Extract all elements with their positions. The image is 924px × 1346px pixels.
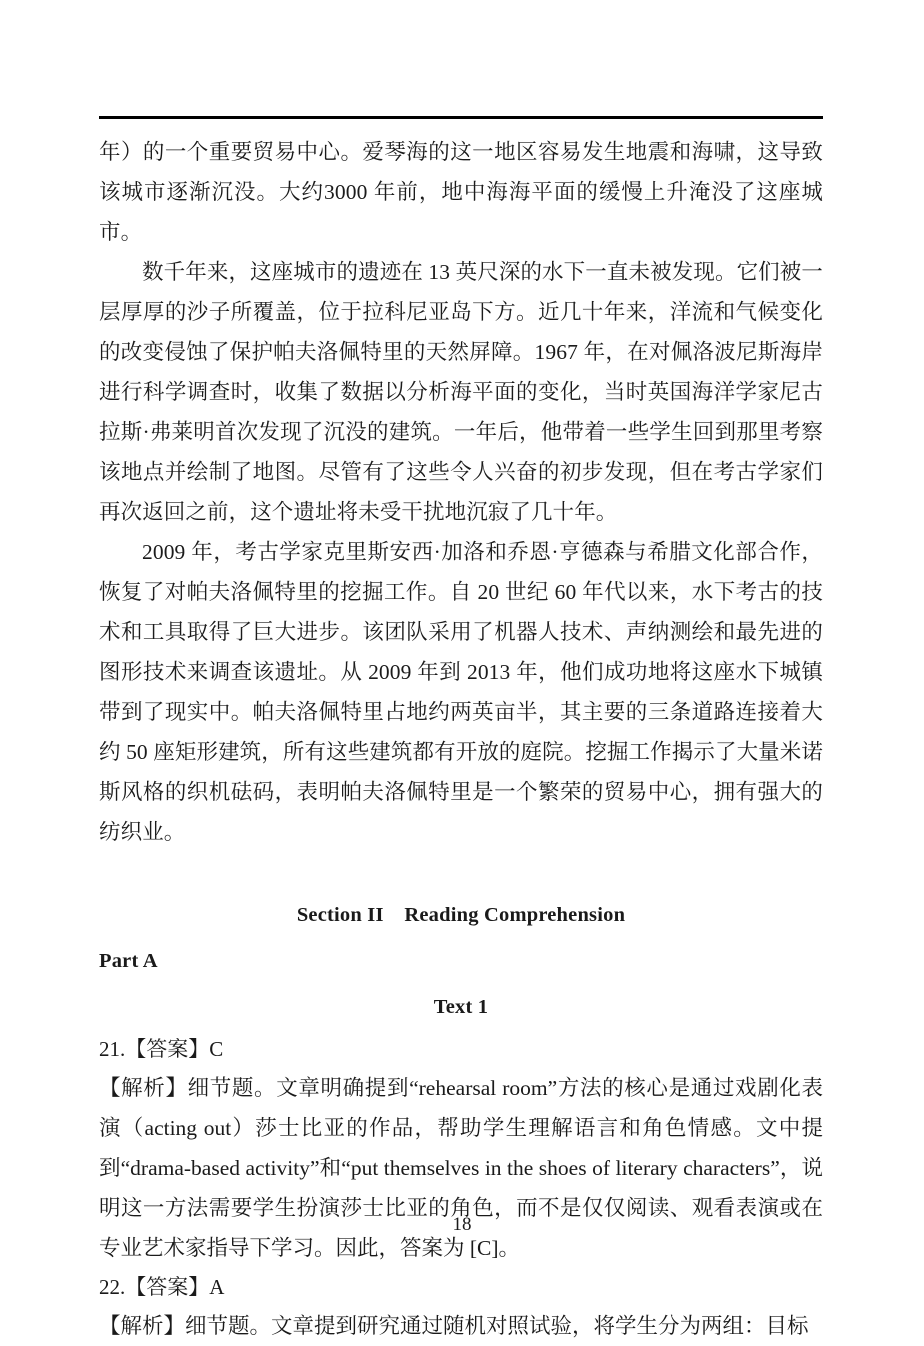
header-rule-divider: [99, 116, 823, 119]
section-heading: Section II Reading Comprehension: [296, 904, 626, 926]
page-number-footer: 18: [452, 1214, 472, 1235]
page-content: [99, 132, 823, 1346]
answer-explanation-22: 【解析】细节题。文章提到研究通过随机对照试验，将学生分为两组：目标: [99, 1314, 809, 1338]
heading-gap-2: [99, 978, 823, 990]
heading-gap-1: [99, 932, 823, 944]
paragraph-2009-excavation: 2009 年，考古学家克里斯安西·加洛和乔恩·亨德森与希腊文化部合作，恢复了对帕夫洛佩特里的挖掘工作。自 20 世纪 60 年代以来，水下考古的技术和工具取得了巨大进步。该团队采用了机器人技术、声纳测绘和最先进的图形技术来调查该遗址。从 2009 年到 2013 年，他们成功地将这座水下城镇带到了现实中。帕夫洛佩特里占地约两英亩半，其主要的三条道路连接着大约 50 座矩形建筑，所有这些建筑都有开放的庭院。挖掘工作揭示了大量米诺斯风格的织机砝码，表明帕夫洛佩特里是一个繁荣的贸易中心，拥有强大的纺织业。: [99, 540, 823, 844]
paragraph-continued: 年）的一个重要贸易中心。爱琴海的这一地区容易发生地震和海啸，这导致该城市逐渐沉没。大约3000 年前，地中海海平面的缓慢上升淹没了这座城市。: [99, 140, 823, 244]
answer-explanation-21: 【解析】细节题。文章明确提到“rehearsal room”方法的核心是通过戏剧化表演（acting out）莎士比亚的作品，帮助学生理解语言和角色情感。文中提到“drama-based activity”和“put themselves in the shoes of literary characters”，说明这一方法需要学生扮演莎士比亚的角色，而不是仅仅阅读、观看表演或在专业艺术家指导下学习。因此，答案为 [C]。: [99, 1076, 823, 1260]
part-label: Part A: [99, 950, 158, 972]
answer-number-21: 21.【答案】C: [99, 1037, 224, 1061]
paragraph-millennia: 数千年来，这座城市的遗迹在 13 英尺深的水下一直未被发现。它们被一层厚厚的沙子所覆盖，位于拉科尼亚岛下方。近几十年来，洋流和气候变化的改变侵蚀了保护帕夫洛佩特里的天然屏障。1967 年，在对佩洛波尼斯海岸进行科学调查时，收集了数据以分析海平面的变化，当时英国海洋学家尼古拉斯·弗莱明首次发现了沉没的建筑。一年后，他带着一些学生回到那里考察该地点并绘制了地图。尽管有了这些令人兴奋的初步发现，但在考古学家们再次返回之前，这个遗址将未受干扰地沉寂了几十年。: [99, 260, 823, 524]
section-gap: [99, 852, 823, 898]
text-label: Text 1: [433, 996, 489, 1018]
answer-number-22: 22.【答案】A: [99, 1275, 225, 1299]
